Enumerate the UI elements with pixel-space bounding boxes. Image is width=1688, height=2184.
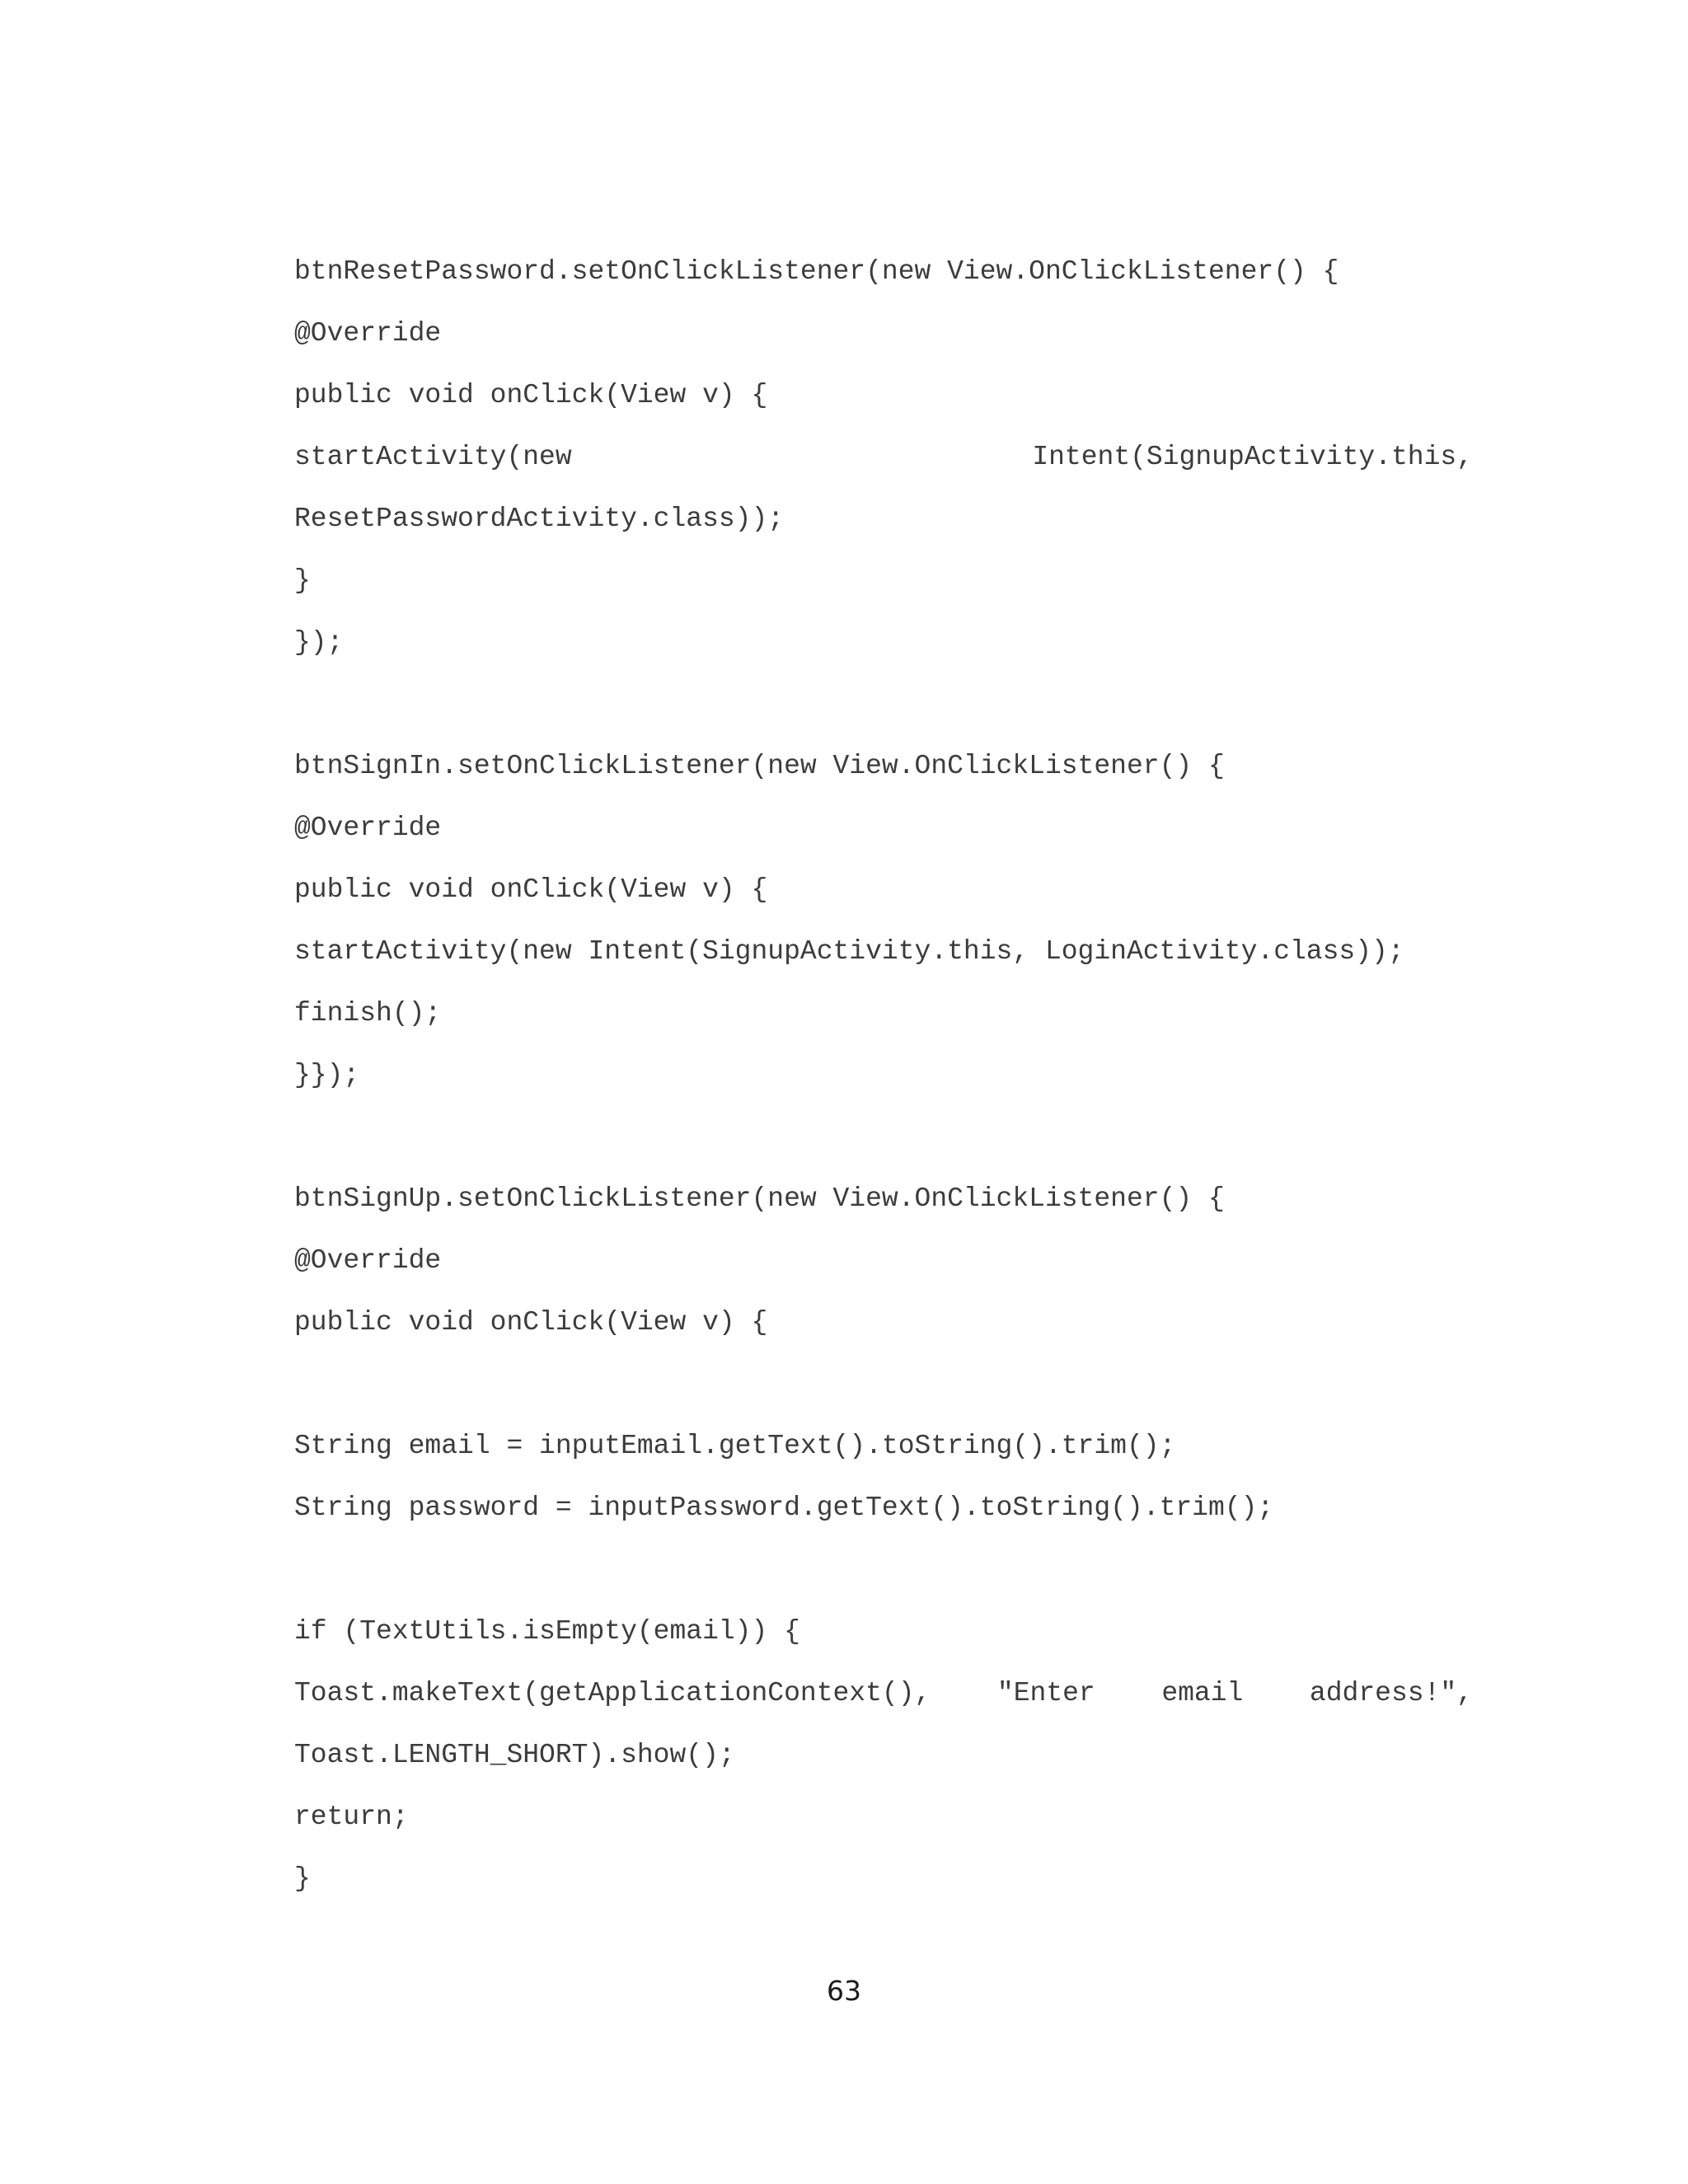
code-line: @Override [294,1245,442,1276]
code-line: String password = inputPassword.getText().toString().trim(); [294,1493,1274,1523]
code-line: } [294,565,311,596]
code-line: public void onClick(View v) { [294,874,768,905]
code-line: btnSignUp.setOnClickListener(new View.OnClickListener() { [294,1183,1225,1214]
code-token: Toast.makeText(getApplicationContext(), [294,1678,931,1708]
code-line: finish(); [294,998,442,1029]
code-line: String email = inputEmail.getText().toString().trim(); [294,1431,1176,1461]
code-line: Toast.LENGTH_SHORT).show(); [294,1740,735,1770]
blank-line [294,1554,1473,1615]
code-line: startActivity(new Intent(SignupActivity.this, LoginActivity.class)); [294,936,1404,967]
blank-line [294,1368,1473,1430]
code-line: @Override [294,318,442,349]
code-line: }}); [294,1060,360,1090]
code-line: ResetPasswordActivity.class)); [294,504,785,534]
code-token: email [1161,1678,1244,1708]
code-line: btnSignIn.setOnClickListener(new View.OnClickListener() { [294,751,1225,781]
code-token: startActivity(new [294,442,572,472]
code-line [294,441,1473,503]
code-token: "Enter [996,1678,1095,1708]
code-token: Intent(SignupActivity.this, [1032,442,1473,472]
code-line: btnResetPassword.setOnClickListener(new View.OnClickListener() { [294,256,1339,287]
page-number: 63 [827,1975,861,2007]
code-listing [294,255,1473,1924]
code-line: @Override [294,813,442,843]
blank-line [294,688,1473,750]
code-line: public void onClick(View v) { [294,1307,768,1338]
blank-line [294,1121,1473,1183]
code-line [294,1677,1473,1739]
code-line: } [294,1863,311,1894]
code-line: public void onClick(View v) { [294,380,768,410]
code-line: if (TextUtils.isEmpty(email)) { [294,1616,800,1647]
code-token: address!", [1309,1678,1473,1708]
code-line: }); [294,627,344,658]
code-line: return; [294,1802,409,1832]
